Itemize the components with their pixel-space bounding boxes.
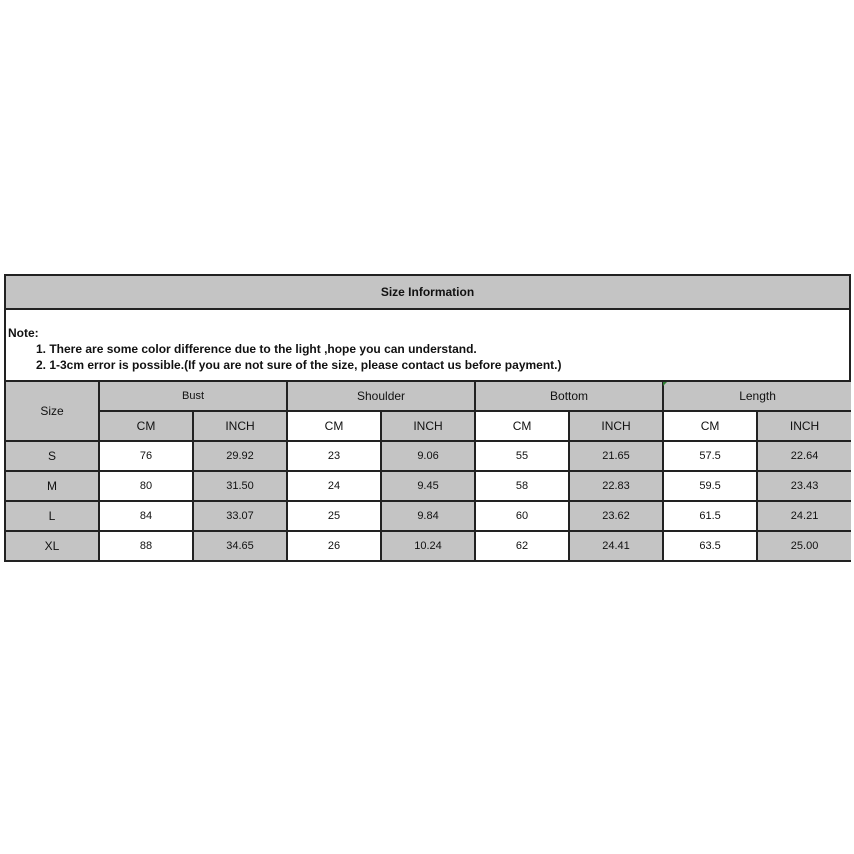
unit-header-inch: INCH bbox=[569, 411, 663, 441]
notes-section bbox=[6, 310, 849, 382]
table-row bbox=[6, 441, 851, 471]
group-header-bust: Bust bbox=[99, 382, 287, 411]
bust-inch-cell: 31.50 bbox=[193, 471, 287, 501]
size-label: S bbox=[6, 441, 99, 471]
bust-inch-cell: 33.07 bbox=[193, 501, 287, 531]
size-label: M bbox=[6, 471, 99, 501]
bottom-cm-cell: 55 bbox=[475, 441, 569, 471]
length-inch-cell: 24.21 bbox=[757, 501, 851, 531]
unit-header-cm: CM bbox=[475, 411, 569, 441]
size-column-header: Size bbox=[6, 382, 99, 441]
length-cm-cell: 63.5 bbox=[663, 531, 757, 560]
note-label: Note: bbox=[8, 326, 39, 340]
length-inch-cell: 25.00 bbox=[757, 531, 851, 560]
unit-header-cm: CM bbox=[99, 411, 193, 441]
bottom-inch-cell: 24.41 bbox=[569, 531, 663, 560]
bottom-cm-cell: 62 bbox=[475, 531, 569, 560]
shoulder-inch-cell: 9.06 bbox=[381, 441, 475, 471]
table-row bbox=[6, 531, 851, 560]
length-cm-cell: 57.5 bbox=[663, 441, 757, 471]
table-row bbox=[6, 471, 851, 501]
unit-header-inch: INCH bbox=[193, 411, 287, 441]
unit-header-cm: CM bbox=[287, 411, 381, 441]
shoulder-cm-cell: 24 bbox=[287, 471, 381, 501]
table-row bbox=[6, 501, 851, 531]
cell-comment-marker bbox=[663, 382, 667, 386]
length-inch-cell: 22.64 bbox=[757, 441, 851, 471]
shoulder-cm-cell: 23 bbox=[287, 441, 381, 471]
shoulder-cm-cell: 25 bbox=[287, 501, 381, 531]
bust-inch-cell: 29.92 bbox=[193, 441, 287, 471]
bottom-inch-cell: 21.65 bbox=[569, 441, 663, 471]
size-table bbox=[6, 382, 851, 560]
bust-cm-cell: 80 bbox=[99, 471, 193, 501]
unit-header-inch: INCH bbox=[757, 411, 851, 441]
group-header-bottom: Bottom bbox=[475, 382, 663, 411]
note-item-1: 1. There are some color difference due to the light ,hope you can understand. bbox=[36, 342, 477, 356]
unit-header-inch: INCH bbox=[381, 411, 475, 441]
group-header-length: Length bbox=[663, 382, 851, 411]
bust-cm-cell: 88 bbox=[99, 531, 193, 560]
note-item-2: 2. 1-3cm error is possible.(If you are not sure of the size, please contact us before payment.) bbox=[36, 358, 562, 372]
bust-cm-cell: 84 bbox=[99, 501, 193, 531]
size-information-sheet bbox=[4, 274, 851, 562]
bottom-cm-cell: 58 bbox=[475, 471, 569, 501]
unit-header-row bbox=[6, 411, 851, 441]
bottom-inch-cell: 22.83 bbox=[569, 471, 663, 501]
size-label: L bbox=[6, 501, 99, 531]
length-cm-cell: 59.5 bbox=[663, 471, 757, 501]
bottom-cm-cell: 60 bbox=[475, 501, 569, 531]
bottom-inch-cell: 23.62 bbox=[569, 501, 663, 531]
bust-inch-cell: 34.65 bbox=[193, 531, 287, 560]
group-header-shoulder: Shoulder bbox=[287, 382, 475, 411]
size-label: XL bbox=[6, 531, 99, 560]
shoulder-inch-cell: 9.84 bbox=[381, 501, 475, 531]
unit-header-cm: CM bbox=[663, 411, 757, 441]
length-inch-cell: 23.43 bbox=[757, 471, 851, 501]
size-information-title: Size Information bbox=[6, 276, 849, 310]
shoulder-inch-cell: 9.45 bbox=[381, 471, 475, 501]
group-header-row bbox=[6, 382, 851, 411]
shoulder-cm-cell: 26 bbox=[287, 531, 381, 560]
shoulder-inch-cell: 10.24 bbox=[381, 531, 475, 560]
bust-cm-cell: 76 bbox=[99, 441, 193, 471]
length-cm-cell: 61.5 bbox=[663, 501, 757, 531]
